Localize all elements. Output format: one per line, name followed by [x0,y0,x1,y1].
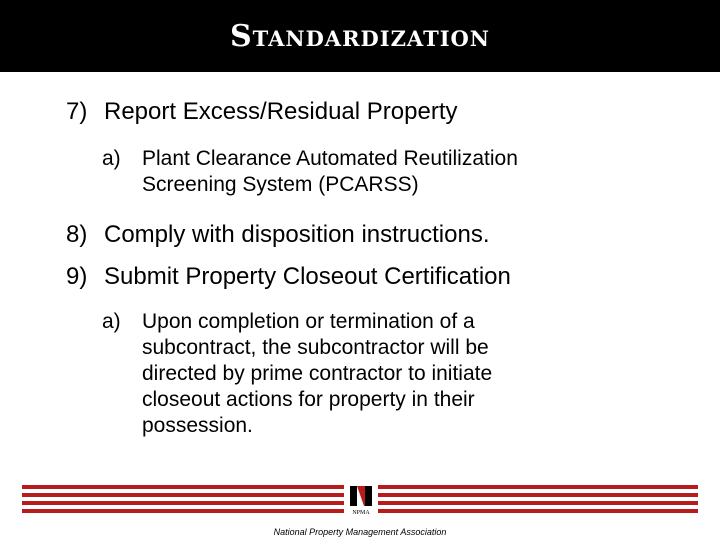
sub-item-text: Upon completion or termination of a subcontract, the subcontractor will be directed by prime contractor to initiate closeout actions for property in their possession. [142,310,493,437]
item-number: 9) [66,263,88,290]
footer-text: National Property Management Association [273,527,447,537]
sub-item-text: Plant Clearance Automated Reutilization Screening System (PCARSS) [142,147,518,196]
item-text: Report Excess/Residual Property [104,98,458,125]
sub-item-letter: a) [102,310,121,333]
sub-item-9a [102,309,582,439]
list-item-9 [66,262,666,292]
item-text: Comply with disposition instructions. [104,221,490,248]
footer-stripes-right [378,485,698,513]
item-number: 8) [66,221,88,248]
list-item-7 [66,97,666,127]
npma-logo-icon [348,484,374,516]
sub-item-7a [102,146,622,198]
item-number: 7) [66,98,88,125]
slide-title: Standardization [229,18,491,54]
item-text: Submit Property Closeout Certification [104,263,511,290]
svg-text:NPMA: NPMA [352,510,370,516]
footer-stripes-left [22,485,344,513]
sub-item-letter: a) [102,147,121,170]
list-item-8 [66,220,666,250]
